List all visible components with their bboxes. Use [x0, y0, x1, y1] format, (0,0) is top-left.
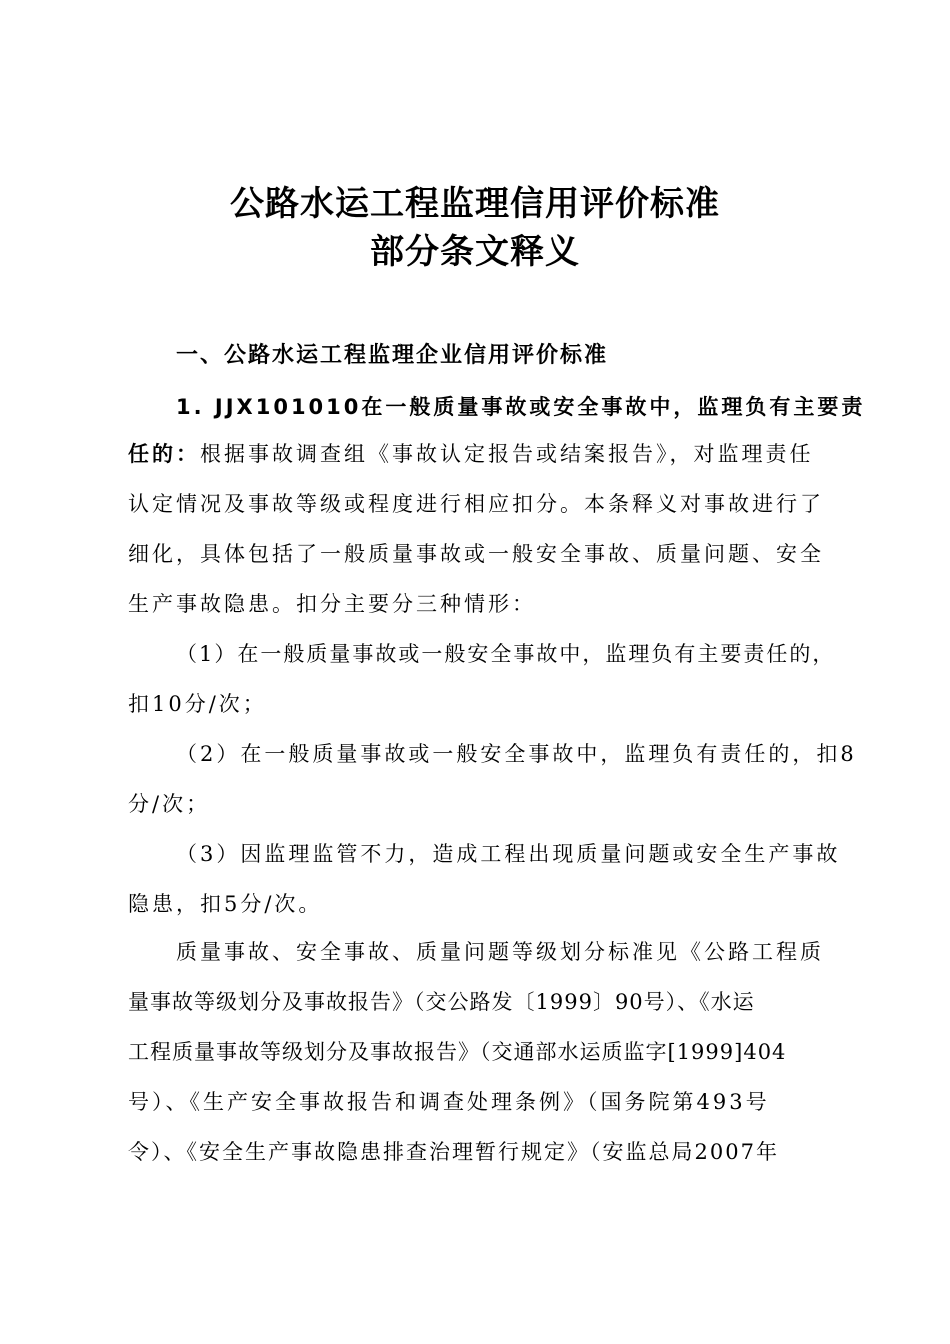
case1-line2: 扣10分/次；	[128, 692, 267, 716]
reference-line4: 号）、《生产安全事故报告和调查处理条例》（国务院第493号	[128, 1090, 770, 1114]
case2-line2: 分/次；	[128, 792, 211, 816]
case3-line2: 隐患，扣5分/次。	[128, 892, 323, 916]
reference-line2: 量事故等级划分及事故报告》（交公路发〔1999〕90号）、《水运	[128, 990, 755, 1014]
item1-heading-end: 任的：	[128, 442, 200, 466]
reference-line1: 质量事故、安全事故、质量问题等级划分标准见《公路工程质	[176, 940, 824, 964]
item1-line3: 认定情况及事故等级或程度进行相应扣分。本条释义对事故进行了	[128, 492, 824, 516]
case1-line1: （1）在一般质量事故或一般安全事故中，监理负有主要责任的，	[176, 642, 836, 666]
item1-heading-line1	[176, 391, 865, 423]
item1-line2	[128, 438, 814, 470]
item1-heading-text: 1. JJX101010在一般质量事故或安全事故中，监理负有主要责	[176, 395, 866, 419]
document-title-line2: 部分条文释义	[370, 232, 580, 272]
case3-line1: （3）因监理监管不力，造成工程出现质量问题或安全生产事故	[176, 842, 841, 866]
case2-line1: （2）在一般质量事故或一般安全事故中，监理负有责任的，扣8	[176, 742, 857, 766]
section-heading: 一、公路水运工程监理企业信用评价标准	[176, 343, 609, 368]
document-title-line1: 公路水运工程监理信用评价标准	[230, 184, 720, 224]
item1-body-start: 根据事故调查组《事故认定报告或结案报告》，对监理责任	[200, 442, 814, 466]
item1-line5: 生产事故隐患。扣分主要分三种情形：	[128, 592, 536, 616]
item1-line4: 细化，具体包括了一般质量事故或一般安全事故、质量问题、安全	[128, 542, 824, 566]
reference-line3: 工程质量事故等级划分及事故报告》（交通部水运质监字[1999]404	[128, 1040, 787, 1064]
reference-line5: 令）、《安全生产事故隐患排查治理暂行规定》（安监总局2007年	[128, 1140, 779, 1164]
